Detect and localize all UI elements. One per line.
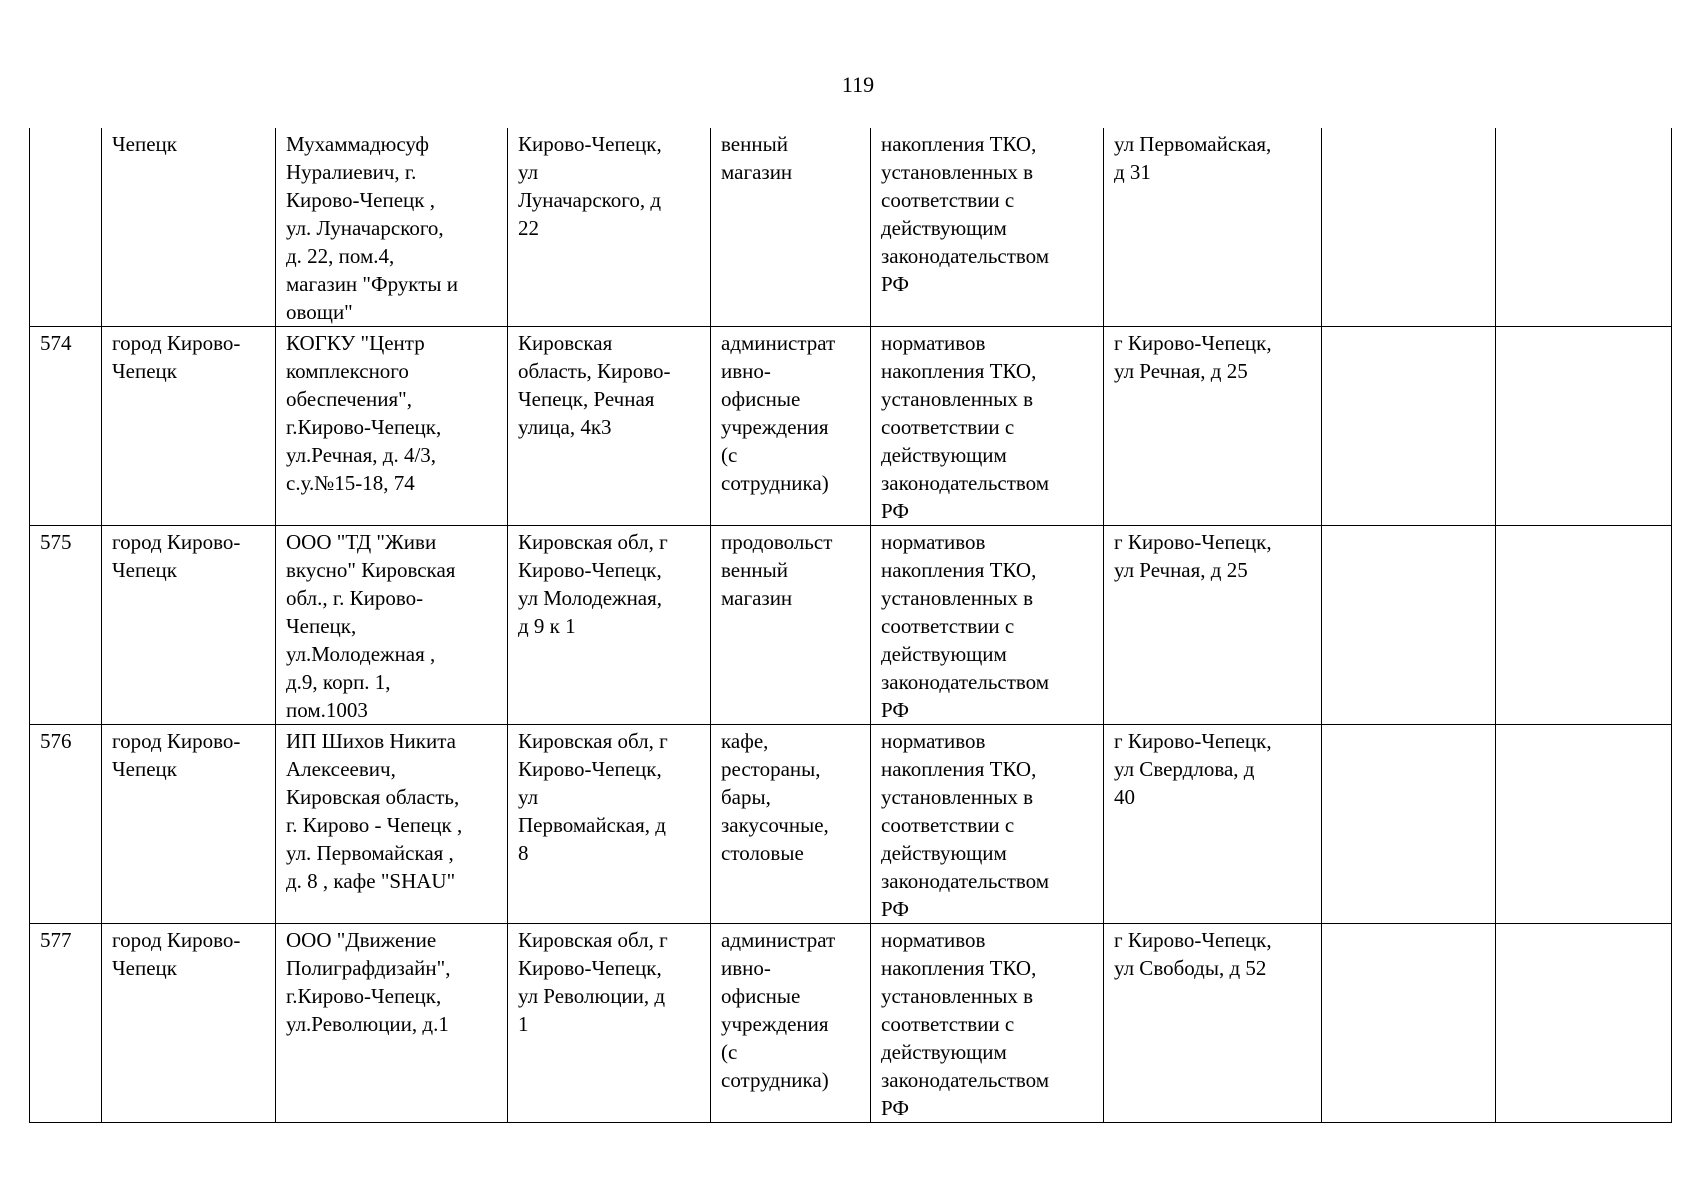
city: город Кирово- Чепецк bbox=[112, 530, 241, 582]
extra-cell-1 bbox=[1322, 128, 1496, 327]
category-cell bbox=[711, 725, 871, 924]
page-number: 119 bbox=[841, 72, 875, 97]
category-cell bbox=[711, 526, 871, 725]
table-row bbox=[30, 725, 1672, 924]
row-number-cell bbox=[30, 924, 102, 1123]
owner-cell bbox=[276, 725, 508, 924]
city: город Кирово- Чепецк bbox=[112, 928, 241, 980]
city-cell bbox=[102, 526, 276, 725]
site-cell bbox=[1104, 924, 1322, 1123]
object-category: продовольст венный магазин bbox=[721, 530, 833, 610]
row-number-cell bbox=[30, 128, 102, 327]
norm-cell bbox=[871, 526, 1104, 725]
registry-table bbox=[29, 128, 1672, 1123]
extra-cell-1 bbox=[1322, 725, 1496, 924]
norm: накопления ТКО, установленных в соответствии с действующим законодательством РФ bbox=[881, 132, 1050, 296]
object-category: кафе, рестораны, бары, закусочные, столовые bbox=[721, 729, 829, 865]
extra-cell-2 bbox=[1496, 526, 1672, 725]
extra-cell-2 bbox=[1496, 128, 1672, 327]
object-address: Кировская обл, г Кирово-Чепецк, ул Революции, д 1 bbox=[518, 928, 668, 1036]
norm: нормативов накопления ТКО, установленных в соответствии с действующим законодательством РФ bbox=[881, 928, 1050, 1120]
row-number: 576 bbox=[40, 729, 72, 753]
extra-cell-2 bbox=[1496, 327, 1672, 526]
city-cell bbox=[102, 725, 276, 924]
table-row bbox=[30, 526, 1672, 725]
owner: ИП Шихов Никита Алексеевич, Кировская область, г. Кирово - Чепецк , ул. Первомайская , д. 8 , кафе "SHAU" bbox=[286, 729, 463, 893]
table-row bbox=[30, 327, 1672, 526]
extra-cell-2 bbox=[1496, 924, 1672, 1123]
address-cell bbox=[508, 924, 711, 1123]
owner: Мухаммадюсуф Нуралиевич, г. Кирово-Чепецк , ул. Луначарского, д. 22, пом.4, магазин "Фрукты и овощи" bbox=[286, 132, 459, 324]
container-site: г Кирово-Чепецк, ул Речная, д 25 bbox=[1114, 331, 1272, 383]
owner-cell bbox=[276, 128, 508, 327]
norm-cell bbox=[871, 725, 1104, 924]
site-cell bbox=[1104, 725, 1322, 924]
category-cell bbox=[711, 327, 871, 526]
owner-cell bbox=[276, 924, 508, 1123]
norm: нормативов накопления ТКО, установленных в соответствии с действующим законодательством РФ bbox=[881, 331, 1050, 523]
site-cell bbox=[1104, 327, 1322, 526]
container-site: г Кирово-Чепецк, ул Речная, д 25 bbox=[1114, 530, 1272, 582]
table-body bbox=[30, 128, 1672, 1123]
category-cell bbox=[711, 924, 871, 1123]
owner-cell bbox=[276, 526, 508, 725]
address-cell bbox=[508, 128, 711, 327]
extra-cell-2 bbox=[1496, 725, 1672, 924]
row-number-cell bbox=[30, 725, 102, 924]
object-address: Кировская область, Кирово- Чепецк, Речная улица, 4к3 bbox=[518, 331, 671, 439]
address-cell bbox=[508, 725, 711, 924]
row-number-cell bbox=[30, 327, 102, 526]
object-address: Кировская обл, г Кирово-Чепецк, ул Первомайская, д 8 bbox=[518, 729, 668, 865]
container-site: г Кирово-Чепецк, ул Свободы, д 52 bbox=[1114, 928, 1272, 980]
norm: нормативов накопления ТКО, установленных в соответствии с действующим законодательством РФ bbox=[881, 530, 1050, 722]
object-category: администрат ивно- офисные учреждения (с сотрудника) bbox=[721, 331, 836, 495]
norm-cell bbox=[871, 327, 1104, 526]
extra-cell-1 bbox=[1322, 526, 1496, 725]
site-cell bbox=[1104, 526, 1322, 725]
city-cell bbox=[102, 924, 276, 1123]
row-number-cell bbox=[30, 526, 102, 725]
row-number: 575 bbox=[40, 530, 72, 554]
city: Чепецк bbox=[112, 132, 177, 156]
owner: КОГКУ "Центр комплексного обеспечения", г.Кирово-Чепецк, ул.Речная, д. 4/3, с.у.№15-18, 74 bbox=[286, 331, 442, 495]
address-cell bbox=[508, 327, 711, 526]
city-cell bbox=[102, 327, 276, 526]
row-number: 574 bbox=[40, 331, 72, 355]
site-cell bbox=[1104, 128, 1322, 327]
object-category: администрат ивно- офисные учреждения (с сотрудника) bbox=[721, 928, 836, 1092]
norm-cell bbox=[871, 924, 1104, 1123]
norm: нормативов накопления ТКО, установленных в соответствии с действующим законодательством РФ bbox=[881, 729, 1050, 921]
owner-cell bbox=[276, 327, 508, 526]
object-address: Кирово-Чепецк, ул Луначарского, д 22 bbox=[518, 132, 662, 240]
object-address: Кировская обл, г Кирово-Чепецк, ул Молодежная, д 9 к 1 bbox=[518, 530, 668, 638]
address-cell bbox=[508, 526, 711, 725]
city: город Кирово- Чепецк bbox=[112, 331, 241, 383]
city: город Кирово- Чепецк bbox=[112, 729, 241, 781]
container-site: ул Первомайская, д 31 bbox=[1114, 132, 1272, 184]
category-cell bbox=[711, 128, 871, 327]
object-category: венный магазин bbox=[721, 132, 793, 184]
norm-cell bbox=[871, 128, 1104, 327]
table-row bbox=[30, 924, 1672, 1123]
owner: ООО "ТД "Живи вкусно" Кировская обл., г. Кирово- Чепецк, ул.Молодежная , д.9, корп. 1, пом.1003 bbox=[286, 530, 456, 722]
extra-cell-1 bbox=[1322, 924, 1496, 1123]
table-row bbox=[30, 128, 1672, 327]
owner: ООО "Движение Полиграфдизайн", г.Кирово-Чепецк, ул.Революции, д.1 bbox=[286, 928, 451, 1036]
container-site: г Кирово-Чепецк, ул Свердлова, д 40 bbox=[1114, 729, 1272, 809]
extra-cell-1 bbox=[1322, 327, 1496, 526]
row-number: 577 bbox=[40, 928, 72, 952]
city-cell bbox=[102, 128, 276, 327]
